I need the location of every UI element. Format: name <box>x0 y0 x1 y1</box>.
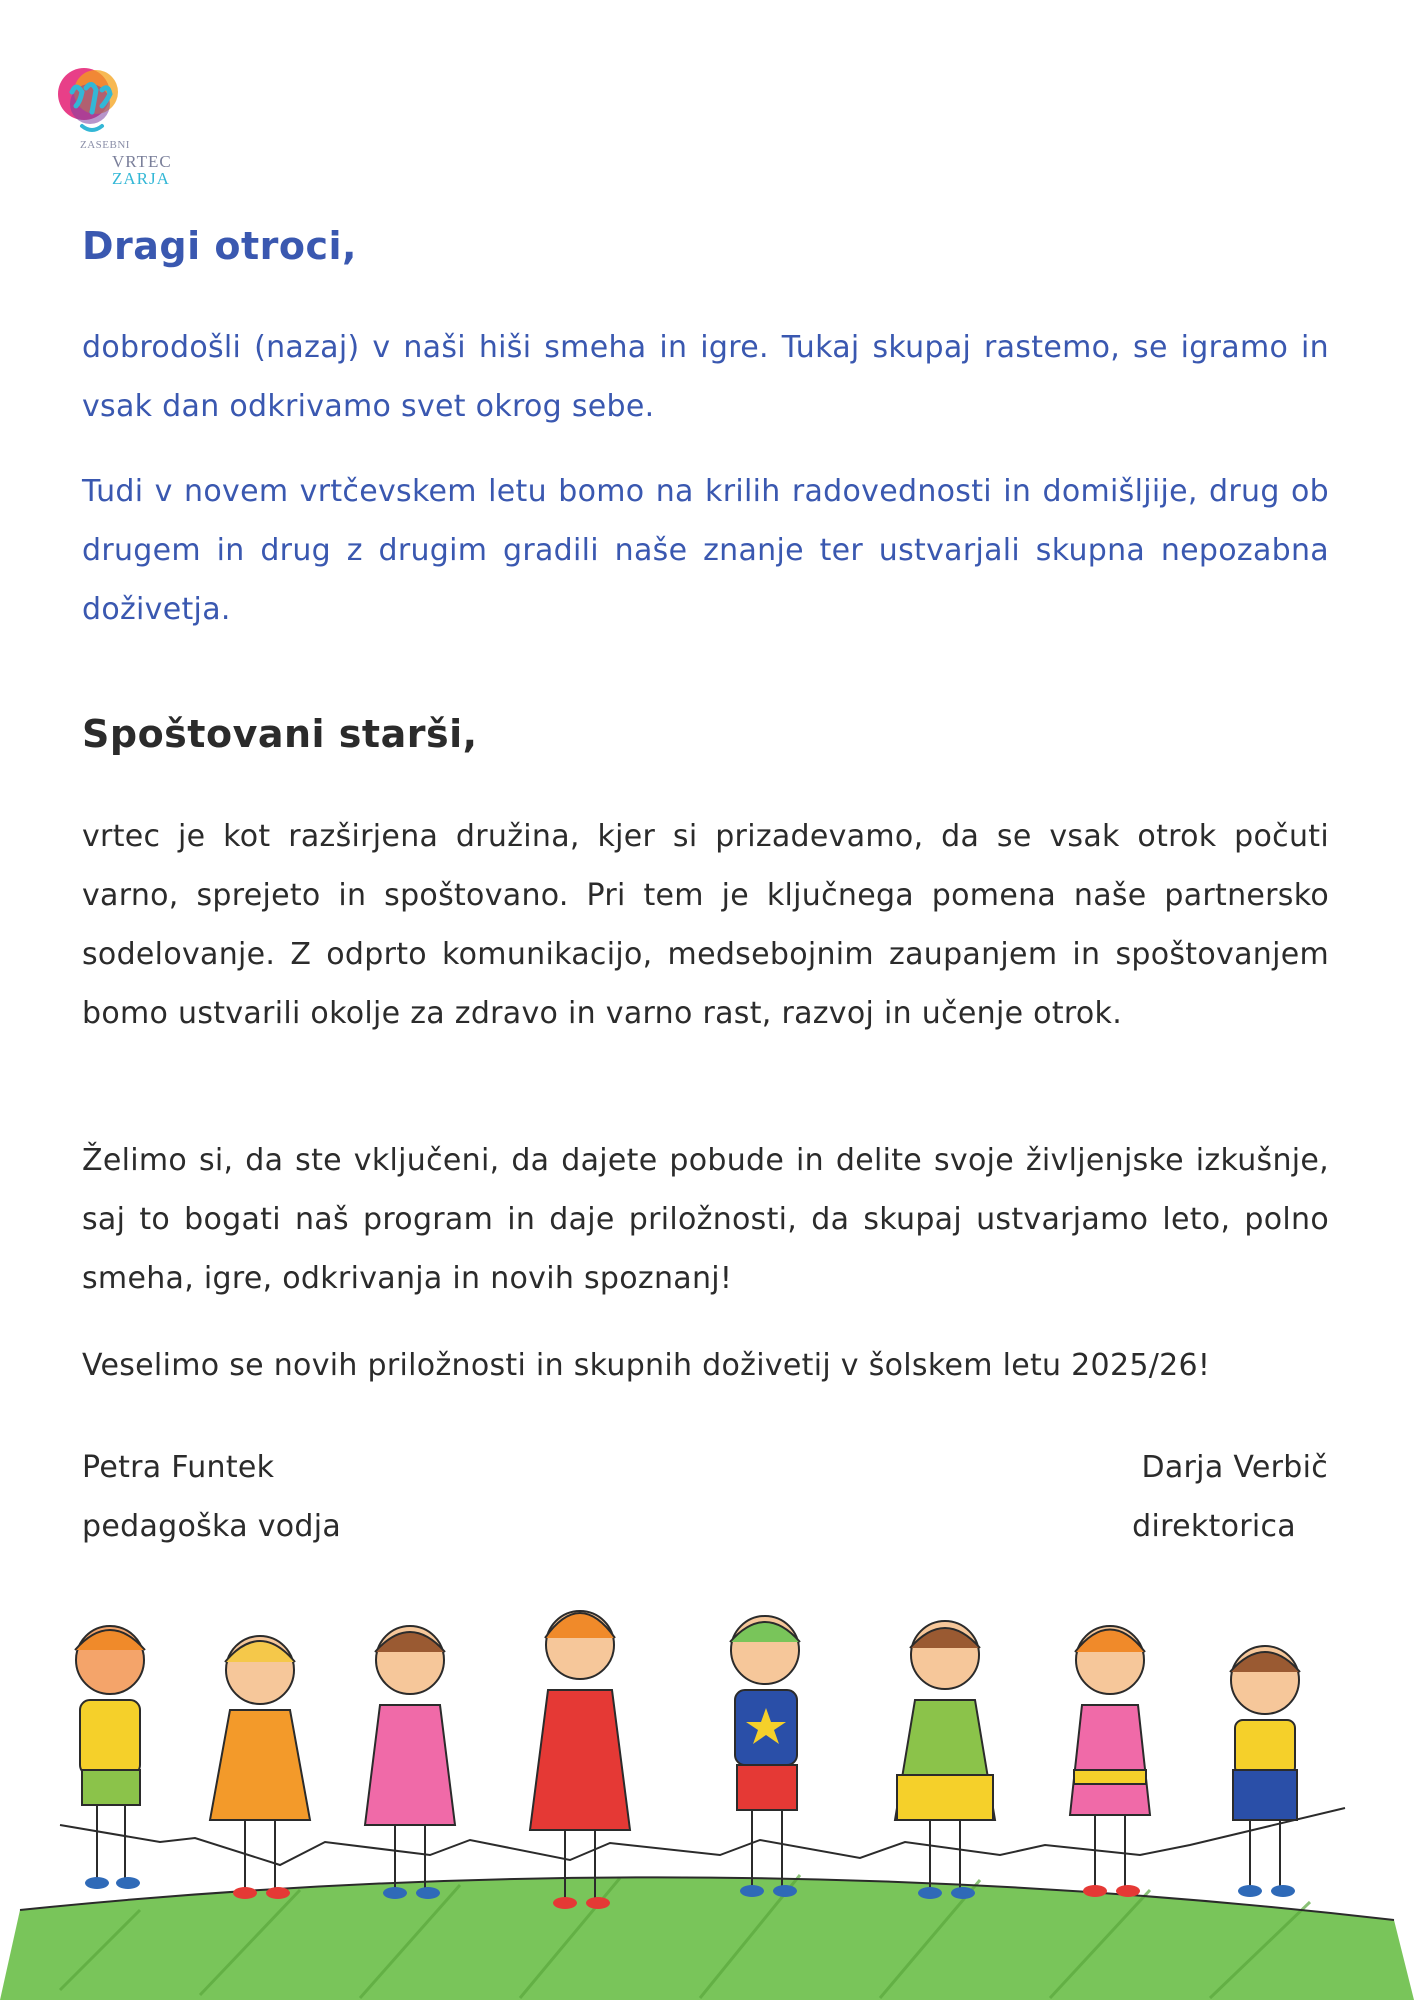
logo-mark-icon <box>52 62 132 142</box>
children-holding-hands-illustration <box>0 1570 1414 2000</box>
child-figure-6 <box>895 1621 995 1899</box>
parents-paragraph-3: Veselimo se novih priložnosti in skupnih doživetij v šolskem letu 2025/26! <box>82 1348 1211 1383</box>
children-paragraph-1: dobrodošli (nazaj) v naši hiši smeha in igre. Tukaj skupaj rastemo, se igramo in vsak dan odkrivamo svet okrog sebe. <box>82 330 1329 424</box>
signature-right <box>1098 1438 1328 1556</box>
children-greeting: Dragi otroci, <box>82 224 357 268</box>
signature-right-role: direktorica <box>1132 1509 1296 1544</box>
children-paragraph-2: Tudi v novem vrtčevskem letu bomo na krilih radovednosti in domišljije, drug ob drugem in drug z drugim gradili naše znanje ter ustvarjali skupna nepozabna doživetja. <box>82 474 1329 627</box>
signature-left-name: Petra Funtek <box>82 1450 275 1485</box>
signature-left <box>82 1438 341 1556</box>
parents-paragraph-2: Želimo si, da ste vključeni, da dajete pobude in delite svoje življenjske izkušnje, saj to bogati naš program in daje priložnosti, da skupaj ustvarjamo leto, polno smeha, igre, odkrivanja in novih spoznanj! <box>82 1143 1329 1296</box>
child-figure-5 <box>730 1616 800 1897</box>
child-figure-3 <box>365 1626 455 1899</box>
child-figure-8 <box>1230 1646 1300 1897</box>
child-figure-1 <box>75 1626 145 1889</box>
child-figure-7 <box>1070 1626 1150 1897</box>
logo-text-line2: VRTEC <box>112 152 172 171</box>
parents-greeting: Spoštovani starši, <box>82 712 478 756</box>
child-figure-4 <box>530 1611 630 1909</box>
signature-left-role: pedagoška vodja <box>82 1509 342 1544</box>
logo-text-line1: ZASEBNI <box>80 139 130 151</box>
parents-paragraph-1: vrtec je kot razširjena družina, kjer si prizadevamo, da se vsak otrok počuti varno, sprejeto in spoštovano. Pri tem je ključnega pomena naše partnersko sodelovanje. Z odprto komunikacijo, medsebojnim zaupanjem in spoštovanjem bomo ustvarili okolje za zdravo in varno rast, razvoj in učenje otrok. <box>82 819 1329 1031</box>
signature-right-name: Darja Verbič <box>1141 1450 1328 1485</box>
logo-text-line3: ZARJA <box>112 169 170 188</box>
